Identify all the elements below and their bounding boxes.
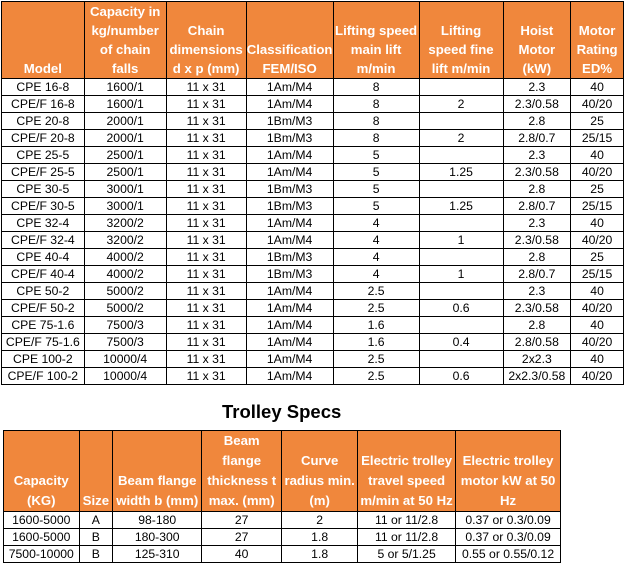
hoist-cell-classification: 1Am/M4 <box>246 147 333 164</box>
hoist-cell-model: CPE/F 30-5 <box>2 198 85 215</box>
trolley-cell-curve-radius: 2 <box>282 512 358 529</box>
trolley-header-row <box>4 431 561 512</box>
hoist-table-row <box>2 351 624 368</box>
hoist-header-fine-lift <box>419 2 503 79</box>
hoist-cell-capacity: 1600/1 <box>84 96 166 113</box>
hoist-cell-fine-lift: 1.25 <box>419 164 503 181</box>
hoist-cell-chain: 11 x 31 <box>166 147 246 164</box>
hoist-cell-motor: 2.3/0.58 <box>503 232 571 249</box>
trolley-cell-beam-width: 98-180 <box>113 512 202 529</box>
hoist-cell-capacity: 3200/2 <box>84 215 166 232</box>
hoist-header-row <box>2 2 624 79</box>
hoist-cell-chain: 11 x 31 <box>166 334 246 351</box>
hoist-cell-model: CPE 32-4 <box>2 215 85 232</box>
hoist-cell-fine-lift: 1.25 <box>419 198 503 215</box>
trolley-cell-flange-thickness: 27 <box>202 512 282 529</box>
hoist-cell-rating: 40 <box>571 215 624 232</box>
hoist-cell-classification: 1Am/M4 <box>246 96 333 113</box>
hoist-cell-fine-lift: 0.6 <box>419 300 503 317</box>
hoist-cell-fine-lift <box>419 181 503 198</box>
hoist-cell-classification: 1Am/M4 <box>246 164 333 181</box>
hoist-cell-chain: 11 x 31 <box>166 283 246 300</box>
hoist-table-row <box>2 113 624 130</box>
hoist-cell-main-lift: 5 <box>333 147 419 164</box>
hoist-cell-classification: 1Bm/M3 <box>246 181 333 198</box>
hoist-cell-classification: 1Am/M4 <box>246 368 333 385</box>
hoist-cell-motor: 2.8 <box>503 113 571 130</box>
hoist-table-row <box>2 130 624 147</box>
hoist-table-row <box>2 198 624 215</box>
hoist-cell-chain: 11 x 31 <box>166 249 246 266</box>
hoist-cell-rating: 40/20 <box>571 164 624 181</box>
trolley-cell-size: A <box>79 512 113 529</box>
hoist-cell-fine-lift <box>419 113 503 130</box>
hoist-cell-capacity: 10000/4 <box>84 351 166 368</box>
trolley-table-row <box>4 512 561 529</box>
trolley-cell-motor: 0.55 or 0.55/0.12 <box>456 546 561 563</box>
trolley-header-capacity <box>4 431 80 512</box>
hoist-cell-capacity: 2500/1 <box>84 147 166 164</box>
hoist-cell-model: CPE/F 50-2 <box>2 300 85 317</box>
trolley-header-flange-thickness-label: Beam flange thickness t max. (mm) <box>207 433 277 508</box>
trolley-header-size: Size <box>79 431 113 512</box>
trolley-table-row <box>4 546 561 563</box>
hoist-cell-model: CPE 30-5 <box>2 181 85 198</box>
hoist-cell-model: CPE/F 32-4 <box>2 232 85 249</box>
hoist-cell-capacity: 3200/2 <box>84 232 166 249</box>
hoist-cell-model: CPE 75-1.6 <box>2 317 85 334</box>
hoist-cell-model: CPE 20-8 <box>2 113 85 130</box>
hoist-cell-capacity: 2000/1 <box>84 130 166 147</box>
hoist-cell-chain: 11 x 31 <box>166 181 246 198</box>
hoist-cell-capacity: 10000/4 <box>84 368 166 385</box>
hoist-cell-fine-lift: 0.4 <box>419 334 503 351</box>
trolley-cell-travel-speed: 11 or 11/2.8 <box>358 529 456 546</box>
hoist-cell-fine-lift: 1 <box>419 232 503 249</box>
hoist-cell-rating: 40 <box>571 147 624 164</box>
trolley-header-curve-radius-label: Curve radius min. (m) <box>284 453 355 508</box>
hoist-cell-main-lift: 1.6 <box>333 317 419 334</box>
hoist-cell-chain: 11 x 31 <box>166 96 246 113</box>
hoist-table-row <box>2 79 624 96</box>
hoist-cell-capacity: 7500/3 <box>84 317 166 334</box>
hoist-cell-chain: 11 x 31 <box>166 368 246 385</box>
hoist-specs-table <box>1 1 624 385</box>
hoist-cell-model: CPE/F 100-2 <box>2 368 85 385</box>
hoist-cell-fine-lift <box>419 283 503 300</box>
hoist-cell-rating: 25 <box>571 113 624 130</box>
trolley-cell-size: B <box>79 529 113 546</box>
hoist-header-chain <box>166 2 246 79</box>
hoist-table-row <box>2 181 624 198</box>
trolley-cell-motor: 0.37 or 0.3/0.09 <box>456 529 561 546</box>
hoist-cell-main-lift: 8 <box>333 96 419 113</box>
hoist-cell-rating: 40 <box>571 351 624 368</box>
hoist-cell-main-lift: 8 <box>333 113 419 130</box>
hoist-cell-capacity: 1600/1 <box>84 79 166 96</box>
hoist-cell-main-lift: 8 <box>333 130 419 147</box>
hoist-cell-classification: 1Am/M4 <box>246 334 333 351</box>
hoist-cell-main-lift: 8 <box>333 79 419 96</box>
hoist-cell-chain: 11 x 31 <box>166 113 246 130</box>
hoist-header-motor-label: Hoist Motor (kW) <box>518 23 556 76</box>
trolley-specs-title: Trolley Specs <box>222 401 342 422</box>
hoist-cell-capacity: 3000/1 <box>84 198 166 215</box>
trolley-cell-flange-thickness: 40 <box>202 546 282 563</box>
hoist-cell-main-lift: 2.5 <box>333 351 419 368</box>
hoist-cell-rating: 40 <box>571 317 624 334</box>
hoist-header-fine-lift-label: Lifting speed fine lift m/min <box>428 23 494 76</box>
hoist-cell-capacity: 4000/2 <box>84 266 166 283</box>
trolley-cell-capacity: 1600-5000 <box>4 512 80 529</box>
hoist-table-row <box>2 232 624 249</box>
hoist-cell-classification: 1Am/M4 <box>246 351 333 368</box>
hoist-cell-chain: 11 x 31 <box>166 215 246 232</box>
hoist-cell-main-lift: 5 <box>333 181 419 198</box>
hoist-table-row <box>2 317 624 334</box>
hoist-cell-capacity: 2000/1 <box>84 113 166 130</box>
trolley-header-flange-thickness <box>202 431 282 512</box>
hoist-cell-rating: 25/15 <box>571 266 624 283</box>
trolley-specs-table <box>3 430 561 563</box>
hoist-cell-classification: 1Bm/M3 <box>246 113 333 130</box>
hoist-table-row <box>2 266 624 283</box>
hoist-cell-rating: 40 <box>571 283 624 300</box>
hoist-cell-motor: 2.8/0.7 <box>503 198 571 215</box>
trolley-cell-size: B <box>79 546 113 563</box>
hoist-cell-classification: 1Bm/M3 <box>246 249 333 266</box>
hoist-cell-motor: 2.8 <box>503 249 571 266</box>
hoist-header-main-lift-label: Lifting speed main lift m/min <box>335 23 418 76</box>
hoist-cell-model: CPE 40-4 <box>2 249 85 266</box>
hoist-cell-fine-lift: 1 <box>419 266 503 283</box>
hoist-cell-motor: 2.3/0.58 <box>503 300 571 317</box>
hoist-cell-model: CPE 16-8 <box>2 79 85 96</box>
hoist-cell-capacity: 4000/2 <box>84 249 166 266</box>
hoist-cell-motor: 2.8 <box>503 181 571 198</box>
hoist-cell-rating: 25 <box>571 181 624 198</box>
trolley-header-beam-width <box>113 431 202 512</box>
trolley-cell-curve-radius: 1.8 <box>282 529 358 546</box>
hoist-cell-chain: 11 x 31 <box>166 79 246 96</box>
hoist-cell-rating: 40/20 <box>571 334 624 351</box>
hoist-cell-classification: 1Am/M4 <box>246 215 333 232</box>
hoist-cell-chain: 11 x 31 <box>166 164 246 181</box>
trolley-header-capacity-label: Capacity (KG) <box>13 473 69 508</box>
hoist-cell-chain: 11 x 31 <box>166 317 246 334</box>
hoist-cell-rating: 25/15 <box>571 130 624 147</box>
hoist-cell-classification: 1Am/M4 <box>246 300 333 317</box>
hoist-cell-motor: 2x2.3 <box>503 351 571 368</box>
hoist-cell-motor: 2.3 <box>503 283 571 300</box>
hoist-cell-fine-lift <box>419 317 503 334</box>
trolley-cell-beam-width: 180-300 <box>113 529 202 546</box>
hoist-cell-rating: 40/20 <box>571 300 624 317</box>
hoist-cell-model: CPE/F 16-8 <box>2 96 85 113</box>
hoist-table-row <box>2 283 624 300</box>
hoist-cell-classification: 1Am/M4 <box>246 232 333 249</box>
hoist-cell-classification: 1Am/M4 <box>246 79 333 96</box>
hoist-cell-main-lift: 4 <box>333 215 419 232</box>
hoist-cell-main-lift: 2.5 <box>333 300 419 317</box>
hoist-table-row <box>2 334 624 351</box>
hoist-header-capacity-label: Capacity in kg/number of chain falls <box>89 4 161 76</box>
hoist-cell-chain: 11 x 31 <box>166 266 246 283</box>
hoist-header-rating <box>571 2 624 79</box>
trolley-cell-capacity: 1600-5000 <box>4 529 80 546</box>
hoist-cell-chain: 11 x 31 <box>166 300 246 317</box>
trolley-table-row <box>4 529 561 546</box>
hoist-cell-chain: 11 x 31 <box>166 198 246 215</box>
hoist-cell-motor: 2.8/0.7 <box>503 266 571 283</box>
hoist-cell-classification: 1Am/M4 <box>246 283 333 300</box>
hoist-cell-main-lift: 5 <box>333 198 419 215</box>
hoist-cell-motor: 2.3 <box>503 147 571 164</box>
hoist-cell-main-lift: 4 <box>333 232 419 249</box>
hoist-cell-capacity: 3000/1 <box>84 181 166 198</box>
hoist-table-row <box>2 164 624 181</box>
hoist-table-row <box>2 96 624 113</box>
hoist-cell-main-lift: 1.6 <box>333 334 419 351</box>
hoist-cell-rating: 40/20 <box>571 96 624 113</box>
hoist-header-rating-label: Motor Rating ED% <box>576 23 618 76</box>
trolley-cell-beam-width: 125-310 <box>113 546 202 563</box>
hoist-header-motor <box>503 2 571 79</box>
hoist-cell-main-lift: 2.5 <box>333 368 419 385</box>
hoist-cell-motor: 2.8/0.58 <box>503 334 571 351</box>
hoist-cell-model: CPE/F 20-8 <box>2 130 85 147</box>
hoist-cell-classification: 1Am/M4 <box>246 317 333 334</box>
trolley-header-curve-radius <box>282 431 358 512</box>
hoist-cell-model: CPE/F 25-5 <box>2 164 85 181</box>
hoist-cell-capacity: 7500/3 <box>84 334 166 351</box>
trolley-header-motor <box>456 431 561 512</box>
hoist-table-row <box>2 147 624 164</box>
hoist-cell-chain: 11 x 31 <box>166 351 246 368</box>
hoist-header-classification <box>246 2 333 79</box>
hoist-cell-chain: 11 x 31 <box>166 232 246 249</box>
hoist-cell-fine-lift: 2 <box>419 130 503 147</box>
trolley-cell-capacity: 7500-10000 <box>4 546 80 563</box>
trolley-header-beam-width-label: Beam flange width b (mm) <box>116 473 199 508</box>
trolley-cell-curve-radius: 1.8 <box>282 546 358 563</box>
hoist-cell-motor: 2.3/0.58 <box>503 164 571 181</box>
hoist-cell-rating: 25 <box>571 249 624 266</box>
hoist-cell-fine-lift <box>419 249 503 266</box>
hoist-cell-classification: 1Bm/M3 <box>246 198 333 215</box>
hoist-cell-fine-lift: 2 <box>419 96 503 113</box>
hoist-table-row <box>2 368 624 385</box>
hoist-table-row <box>2 300 624 317</box>
hoist-table-body <box>2 79 624 385</box>
hoist-header-main-lift <box>333 2 419 79</box>
hoist-cell-model: CPE 50-2 <box>2 283 85 300</box>
trolley-header-travel-speed <box>358 431 456 512</box>
trolley-table-body <box>4 512 561 563</box>
hoist-cell-motor: 2.8 <box>503 317 571 334</box>
hoist-cell-motor: 2.3 <box>503 215 571 232</box>
hoist-cell-model: CPE 25-5 <box>2 147 85 164</box>
hoist-cell-rating: 40 <box>571 79 624 96</box>
hoist-cell-fine-lift <box>419 147 503 164</box>
hoist-cell-model: CPE/F 75-1.6 <box>2 334 85 351</box>
hoist-header-capacity <box>84 2 166 79</box>
hoist-header-chain-label: Chain dimensions d x p (mm) <box>169 23 243 76</box>
hoist-table-row <box>2 249 624 266</box>
hoist-cell-fine-lift <box>419 351 503 368</box>
hoist-header-classification-label: Classification FEM/ISO <box>246 42 333 76</box>
trolley-cell-travel-speed: 5 or 5/1.25 <box>358 546 456 563</box>
trolley-cell-travel-speed: 11 or 11/2.8 <box>358 512 456 529</box>
hoist-cell-model: CPE 100-2 <box>2 351 85 368</box>
hoist-cell-motor: 2.3/0.58 <box>503 96 571 113</box>
hoist-cell-main-lift: 4 <box>333 249 419 266</box>
hoist-cell-main-lift: 4 <box>333 266 419 283</box>
hoist-cell-motor: 2.3 <box>503 79 571 96</box>
hoist-cell-classification: 1Bm/M3 <box>246 266 333 283</box>
hoist-cell-fine-lift <box>419 79 503 96</box>
hoist-cell-chain: 11 x 31 <box>166 130 246 147</box>
hoist-cell-capacity: 5000/2 <box>84 300 166 317</box>
trolley-header-travel-speed-label: Electric trolley travel speed m/min at 50 Hz <box>360 453 453 508</box>
hoist-table-row <box>2 215 624 232</box>
trolley-header-motor-label: Electric trolley motor kW at 50 Hz <box>460 453 556 508</box>
hoist-cell-rating: 40/20 <box>571 232 624 249</box>
hoist-header-model: Model <box>2 2 85 79</box>
hoist-cell-fine-lift <box>419 215 503 232</box>
trolley-cell-motor: 0.37 or 0.3/0.09 <box>456 512 561 529</box>
hoist-cell-classification: 1Bm/M3 <box>246 130 333 147</box>
hoist-cell-main-lift: 2.5 <box>333 283 419 300</box>
hoist-cell-model: CPE/F 40-4 <box>2 266 85 283</box>
hoist-cell-main-lift: 5 <box>333 164 419 181</box>
hoist-cell-rating: 40/20 <box>571 368 624 385</box>
hoist-cell-capacity: 5000/2 <box>84 283 166 300</box>
trolley-cell-flange-thickness: 27 <box>202 529 282 546</box>
hoist-cell-motor: 2x2.3/0.58 <box>503 368 571 385</box>
hoist-cell-capacity: 2500/1 <box>84 164 166 181</box>
hoist-cell-fine-lift: 0.6 <box>419 368 503 385</box>
hoist-cell-motor: 2.8/0.7 <box>503 130 571 147</box>
hoist-cell-rating: 25/15 <box>571 198 624 215</box>
